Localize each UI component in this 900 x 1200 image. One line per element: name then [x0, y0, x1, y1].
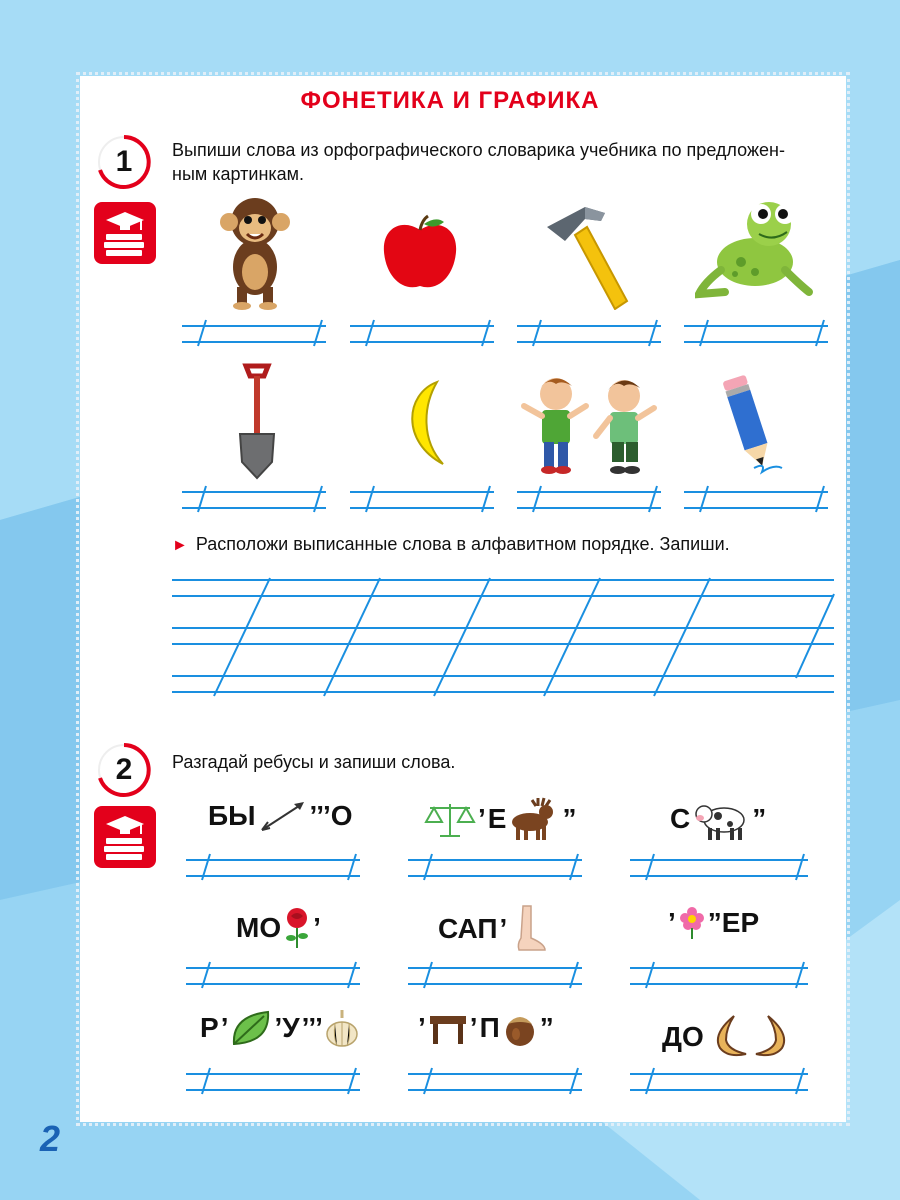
rebus-answer-line-6[interactable]: [628, 960, 812, 990]
answer-line-2[interactable]: [348, 318, 498, 348]
rebus-answer-line-5[interactable]: [406, 960, 586, 990]
rebus-8-quotes: ”: [539, 1012, 554, 1043]
hazelnut-icon: [502, 1008, 538, 1048]
rebus-4: [236, 906, 321, 950]
alphabetical-answer-grid[interactable]: [170, 574, 838, 698]
monkey-icon: [215, 192, 295, 310]
rebus-7-apostrophes: ’’’: [301, 1012, 323, 1043]
rebus-2-letter: Е: [487, 803, 507, 834]
textbook-icon: [94, 806, 156, 868]
task-1-badge: [96, 134, 156, 194]
rebus-7-letter-r: Р: [200, 1012, 219, 1043]
shovel-icon: [232, 362, 282, 480]
rebus-5-apostrophe: ’: [499, 913, 508, 944]
task-2-text: Разгадай ребусы и запиши слова.: [172, 752, 456, 772]
rebus-6-letters: ”ЕР: [707, 907, 760, 938]
cow-icon: [692, 796, 750, 842]
rebus-3: [670, 796, 766, 842]
answer-line-4[interactable]: [682, 318, 832, 348]
rebus-2: [424, 796, 576, 842]
rebus-6-apostrophe: ’: [668, 907, 676, 938]
textbook-icon: [94, 202, 156, 264]
rebus-answer-line-2[interactable]: [406, 852, 586, 882]
rebus-7: [200, 1008, 359, 1048]
leaf-icon: [230, 1008, 272, 1048]
rebus-9: [662, 1014, 796, 1060]
rebus-3-quotes: ”: [752, 803, 767, 834]
page-title: ФОНЕТИКА И ГРАФИКА: [300, 87, 600, 114]
task-2-badge: [96, 742, 156, 802]
crescent-moon-icon: [395, 380, 455, 466]
rebus-7-letter-u: ’У: [274, 1012, 300, 1043]
rebus-answer-line-8[interactable]: [406, 1066, 586, 1096]
rebus-8-apostrophe-2: ’: [469, 1012, 478, 1043]
rebus-4-apostrophe: ’: [313, 912, 321, 943]
apple-icon: [380, 212, 460, 294]
answer-line-5[interactable]: [180, 484, 330, 514]
rebus-2-quotes: ”: [562, 803, 577, 834]
rose-icon: [283, 906, 311, 950]
rebus-1: [208, 798, 353, 834]
answer-line-3[interactable]: [515, 318, 665, 348]
rebus-5: [438, 904, 549, 954]
task-1-number: 1: [115, 145, 133, 178]
pencil-icon: [718, 372, 784, 476]
rebus-1-letters-start: БЫ: [208, 800, 256, 831]
rebus-8-letter: П: [479, 1012, 500, 1043]
subtask-text: Расположи выписанные слова в алфавитном порядке. Запиши.: [195, 534, 730, 554]
rebus-answer-line-4[interactable]: [184, 960, 364, 990]
frog-icon: [695, 200, 815, 300]
rebus-8-apostrophe-1: ’: [418, 1012, 426, 1043]
arrow-icon: [258, 798, 308, 834]
rebus-3-letter: С: [670, 803, 691, 834]
rebus-1-letters-end: ’’’О: [309, 800, 353, 831]
triangle-bullet-icon: ►: [172, 537, 188, 554]
moose-icon: [508, 796, 560, 842]
rebus-answer-line-1[interactable]: [184, 852, 364, 882]
horns-icon: [706, 1014, 796, 1060]
rebus-4-letters: МО: [236, 912, 282, 943]
rebus-2-apostrophe: ’: [478, 803, 486, 834]
flower-icon: [678, 906, 706, 940]
subtask-instruction: [172, 534, 730, 555]
rebus-9-letters: ДО: [662, 1021, 704, 1052]
rebus-7-apostrophe: ’: [220, 1012, 229, 1043]
garlic-icon: [325, 1008, 359, 1048]
answer-line-7[interactable]: [515, 484, 665, 514]
task-1-text-line-1: Выпиши слова из орфографического словарика учебника по предложен-: [172, 140, 785, 160]
answer-line-8[interactable]: [682, 484, 832, 514]
rebus-answer-line-9[interactable]: [628, 1066, 812, 1096]
scales-icon: [424, 798, 476, 840]
hammer-icon: [545, 205, 635, 310]
boys-icon: [516, 370, 664, 476]
rebus-5-letters: САП: [438, 913, 498, 944]
foot-icon: [509, 904, 549, 954]
rebus-answer-line-3[interactable]: [628, 852, 812, 882]
rebus-6: [668, 906, 759, 940]
answer-line-1[interactable]: [180, 318, 330, 348]
task-1-text-line-2: ным картинкам.: [172, 164, 305, 184]
task-1-text: [172, 138, 842, 186]
task-2-number: 2: [115, 753, 133, 786]
page-number: 2: [40, 1118, 61, 1159]
answer-line-6[interactable]: [348, 484, 498, 514]
rebus-answer-line-7[interactable]: [184, 1066, 364, 1096]
table-icon: [428, 1010, 468, 1046]
rebus-8: [418, 1008, 554, 1048]
